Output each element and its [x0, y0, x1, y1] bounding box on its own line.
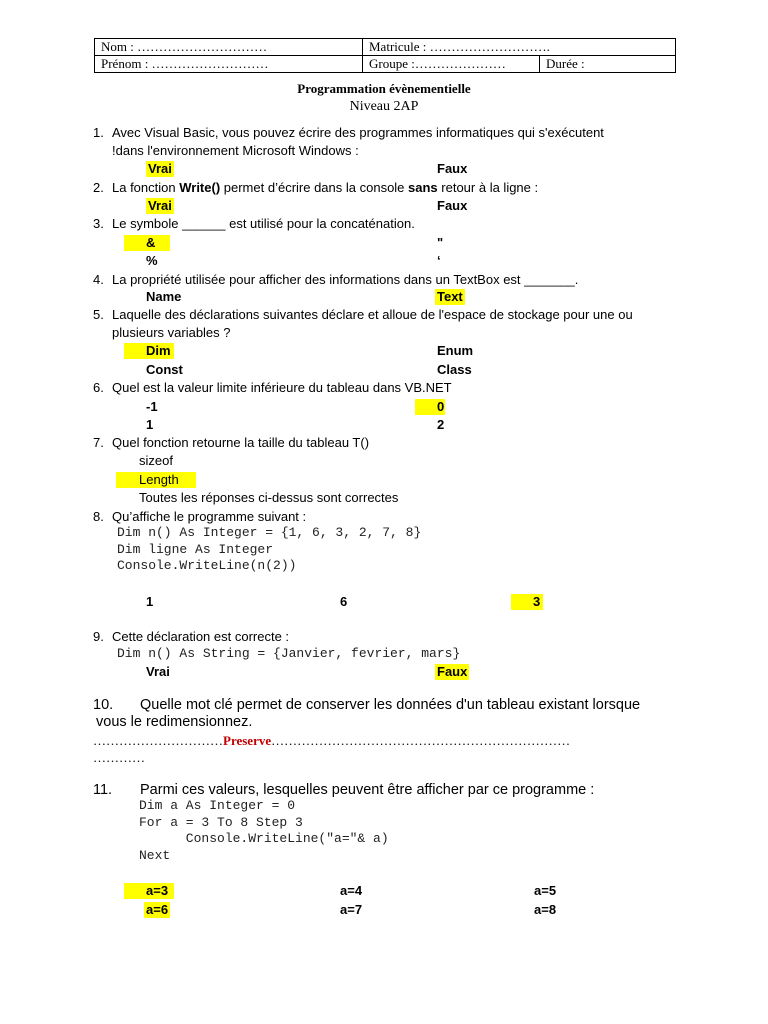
q8-code-line3: Console.WriteLine(n(2))	[117, 558, 297, 573]
q2-option-faux: Faux	[437, 198, 468, 213]
q1-text-line2: !dans l'environnement Microsoft Windows :	[112, 143, 359, 158]
q3-option-quote: "	[437, 235, 444, 250]
q3-number: 3.	[93, 216, 104, 231]
q11-option-a8: a=8	[534, 902, 557, 917]
q5-text-line1: Laquelle des déclarations suivantes déclare et alloue de l'espace de stockage pour une ou	[112, 307, 633, 322]
q5-number: 5.	[93, 307, 104, 322]
q5-option-class: Class	[437, 362, 472, 377]
q9-option-vrai: Vrai	[146, 664, 170, 679]
q3-option-percent: %	[146, 253, 158, 268]
q9-option-faux: Faux	[437, 664, 468, 679]
page-title: Programmation évènementielle	[297, 81, 471, 96]
header-table	[94, 38, 676, 73]
q5-option-const: Const	[146, 362, 183, 377]
q11-number: 11.	[93, 782, 113, 798]
q11-option-a4: a=4	[340, 883, 363, 898]
q4-option-name: Name	[146, 289, 182, 304]
nom-field: Nom : …………………………	[95, 39, 363, 56]
q10-answer-dots: …………	[93, 750, 145, 765]
q11-option-a3: a=3	[124, 883, 174, 899]
q1-option-faux: Faux	[437, 161, 468, 176]
q5-option-dim: Dim	[124, 343, 174, 359]
q4-option-text: Text	[437, 289, 463, 304]
q6-option-0: 0	[415, 399, 445, 415]
prenom-field: Prénom : ………………………	[95, 56, 363, 73]
q7-option-all: Toutes les réponses ci-dessus sont correctes	[139, 490, 399, 505]
q10-answer-line: …………………………Preserve……………………………………………………………	[93, 733, 571, 748]
q5-text-line2: plusieurs variables ?	[112, 325, 231, 340]
q8-text: Qu’affiche le programme suivant :	[112, 509, 307, 524]
q8-number: 8.	[93, 509, 104, 524]
q7-text: Quel fonction retourne la taille du tableau T()	[112, 435, 370, 450]
q1-option-vrai: Vrai	[148, 161, 172, 176]
q9-code-line1: Dim n() As String = {Janvier, fevrier, mars}	[117, 646, 461, 661]
q11-option-a7: a=7	[340, 902, 363, 917]
q3-option-ampersand: &	[124, 235, 170, 251]
level-subtitle: Niveau 2AP	[349, 99, 419, 114]
matricule-field: Matricule : ……………………….	[363, 39, 676, 56]
q6-option-1: 1	[146, 417, 154, 432]
q11-option-a6: a=6	[146, 902, 169, 917]
q1-number: 1.	[93, 125, 104, 140]
q7-option-sizeof: sizeof	[139, 453, 173, 468]
q5-option-enum: Enum	[437, 343, 474, 358]
q10-text-line1: Quelle mot clé permet de conserver les données d'un tableau existant lorsque	[140, 697, 641, 713]
duree-field: Durée :	[540, 56, 676, 73]
q8-code-line2: Dim ligne As Integer	[117, 542, 274, 557]
q1-text-line1: Avec Visual Basic, vous pouvez écrire des programmes informatiques qui s'exécutent	[112, 125, 604, 140]
q4-text: La propriété utilisée pour afficher des informations dans un TextBox est _______.	[112, 272, 579, 287]
q11-code-line4: Next	[139, 848, 171, 863]
q8-option-1: 1	[146, 594, 154, 609]
q11-text: Parmi ces valeurs, lesquelles peuvent être afficher par ce programme :	[140, 782, 595, 798]
q6-text: Quel est la valeur limite inférieure du tableau dans VB.NET	[112, 380, 452, 395]
q2-number: 2.	[93, 180, 104, 195]
q11-code-line1: Dim a As Integer = 0	[139, 798, 296, 813]
q11-code-line3: Console.WriteLine("a="& a)	[139, 831, 389, 846]
q3-text: Le symbole ______ est utilisé pour la concaténation.	[112, 216, 415, 231]
q10-text-line2: vous le redimensionnez.	[96, 714, 253, 730]
q11-code-line2: For a = 3 To 8 Step 3	[139, 815, 303, 830]
q11-option-a5: a=5	[534, 883, 557, 898]
q3-option-apostrophe: ‘	[437, 253, 441, 268]
q6-number: 6.	[93, 380, 104, 395]
groupe-field: Groupe :…………………	[363, 56, 540, 73]
q6-option-minus1: -1	[146, 399, 158, 414]
q7-option-length: Length	[116, 472, 196, 488]
q4-number: 4.	[93, 272, 104, 287]
q10-number: 10.	[93, 697, 114, 713]
q10-answer: Preserve	[223, 733, 272, 748]
q8-code-line1: Dim n() As Integer = {1, 6, 3, 2, 7, 8}	[117, 525, 422, 540]
q9-text: Cette déclaration est correcte :	[112, 629, 290, 644]
q8-option-6: 6	[340, 594, 348, 609]
q6-option-2: 2	[437, 417, 445, 432]
q8-option-3: 3	[511, 594, 543, 610]
q7-number: 7.	[93, 435, 104, 450]
q2-option-vrai: Vrai	[148, 198, 172, 213]
q2-text: La fonction Write() permet d’écrire dans la console sans retour à la ligne :	[112, 180, 539, 195]
q9-number: 9.	[93, 629, 104, 644]
